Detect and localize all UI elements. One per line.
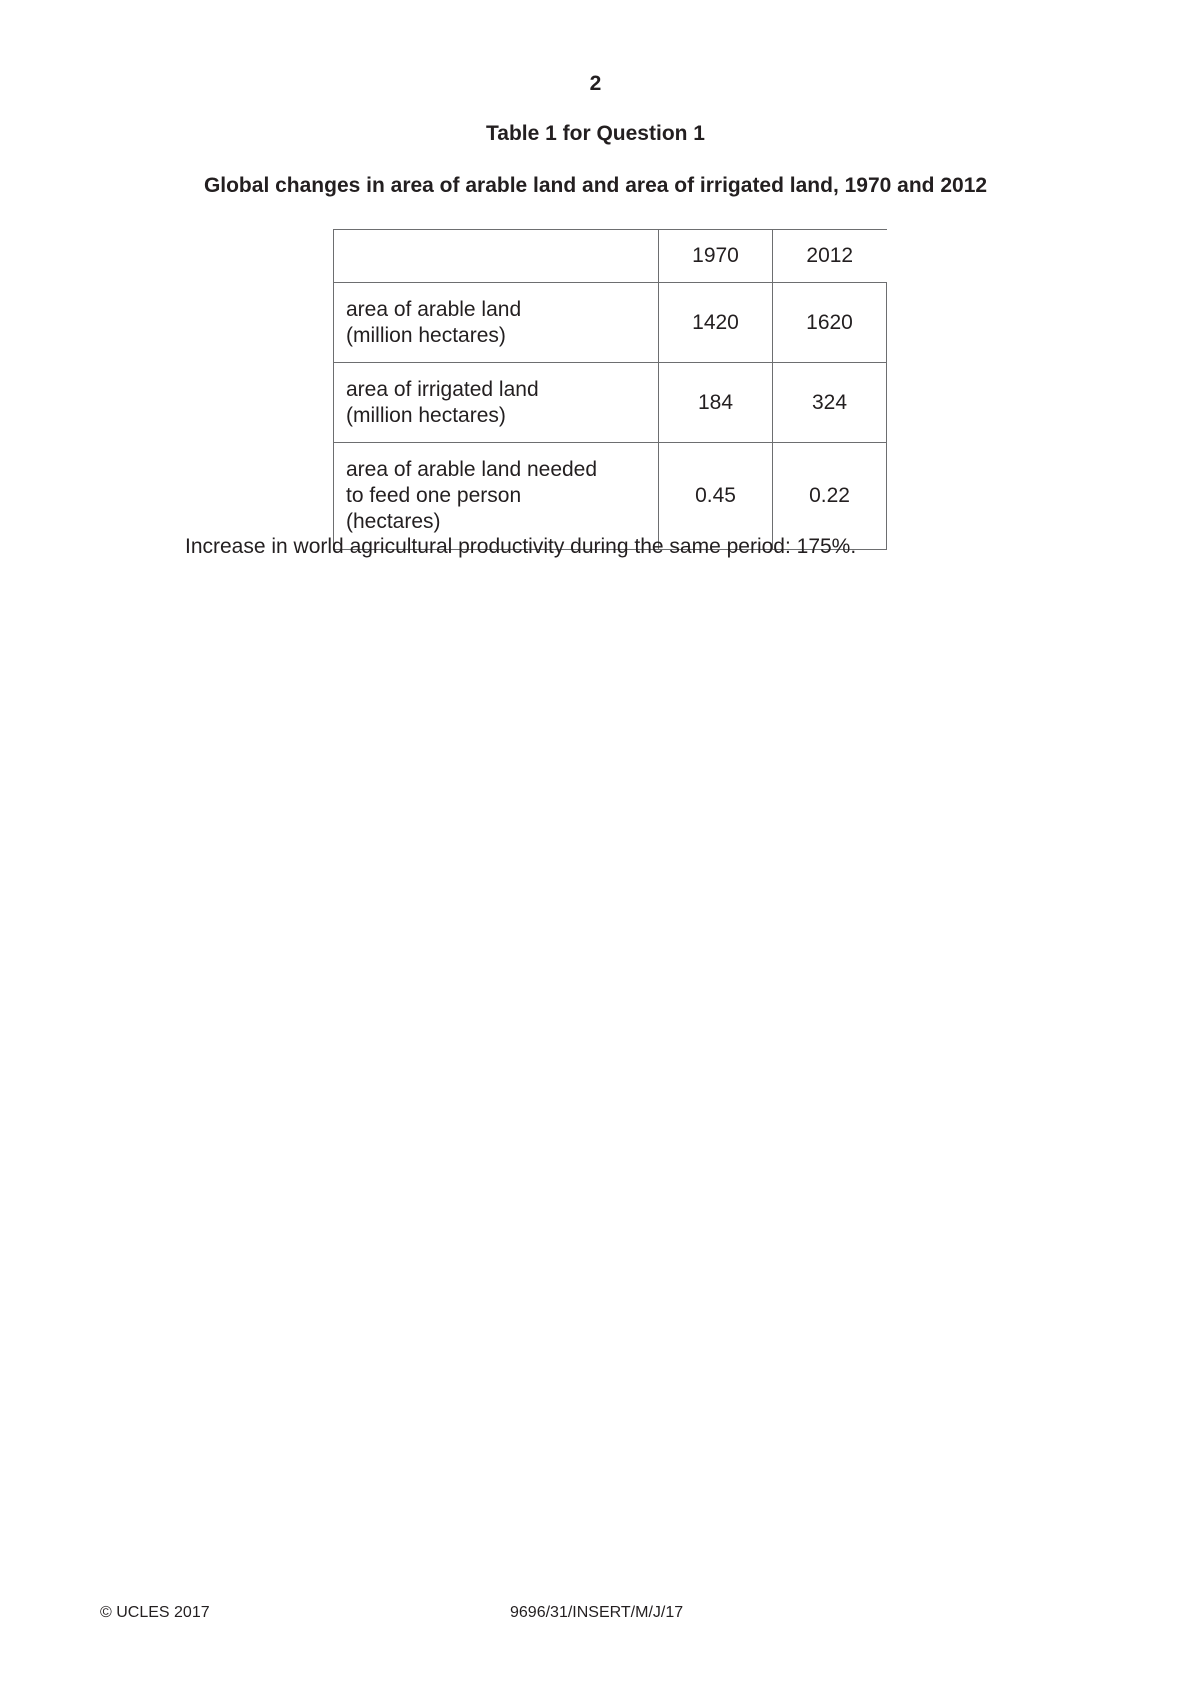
header-cell-1970: 1970 (659, 230, 773, 283)
table-title: Global changes in area of arable land and area of irrigated land, 1970 and 2012 (203, 174, 988, 197)
header-cell-empty (334, 230, 659, 283)
row-label (334, 443, 659, 550)
copyright-footer: © UCLES 2017 (100, 1604, 210, 1621)
row-label-line: (million hectares) (346, 403, 506, 427)
value-1970: 0.45 (659, 443, 773, 550)
row-label (334, 283, 659, 363)
data-table (333, 229, 887, 550)
row-label-line: (hectares) (346, 510, 441, 533)
row-label-line: area of arable land (346, 297, 522, 321)
page-number: 2 (589, 72, 602, 95)
value-1970: 184 (659, 363, 773, 443)
row-label-line: to feed one person (346, 484, 522, 507)
table-caption: Table 1 for Question 1 (486, 122, 705, 145)
table-row (334, 363, 887, 443)
table-header-row (334, 230, 887, 283)
productivity-footnote: Increase in world agricultural productivity during the same period: 175%. (185, 535, 857, 558)
value-2012: 324 (773, 363, 887, 443)
table-row (334, 283, 887, 363)
document-code-footer: 9696/31/INSERT/M/J/17 (510, 1604, 684, 1621)
table-row (334, 443, 887, 550)
row-label (334, 363, 659, 443)
value-2012: 1620 (773, 283, 887, 363)
row-label-line: area of irrigated land (346, 377, 539, 401)
row-label-line: area of arable land needed (346, 458, 598, 481)
header-cell-2012: 2012 (773, 230, 887, 283)
value-1970: 1420 (659, 283, 773, 363)
row-label-line: (million hectares) (346, 323, 506, 347)
value-2012: 0.22 (773, 443, 887, 550)
